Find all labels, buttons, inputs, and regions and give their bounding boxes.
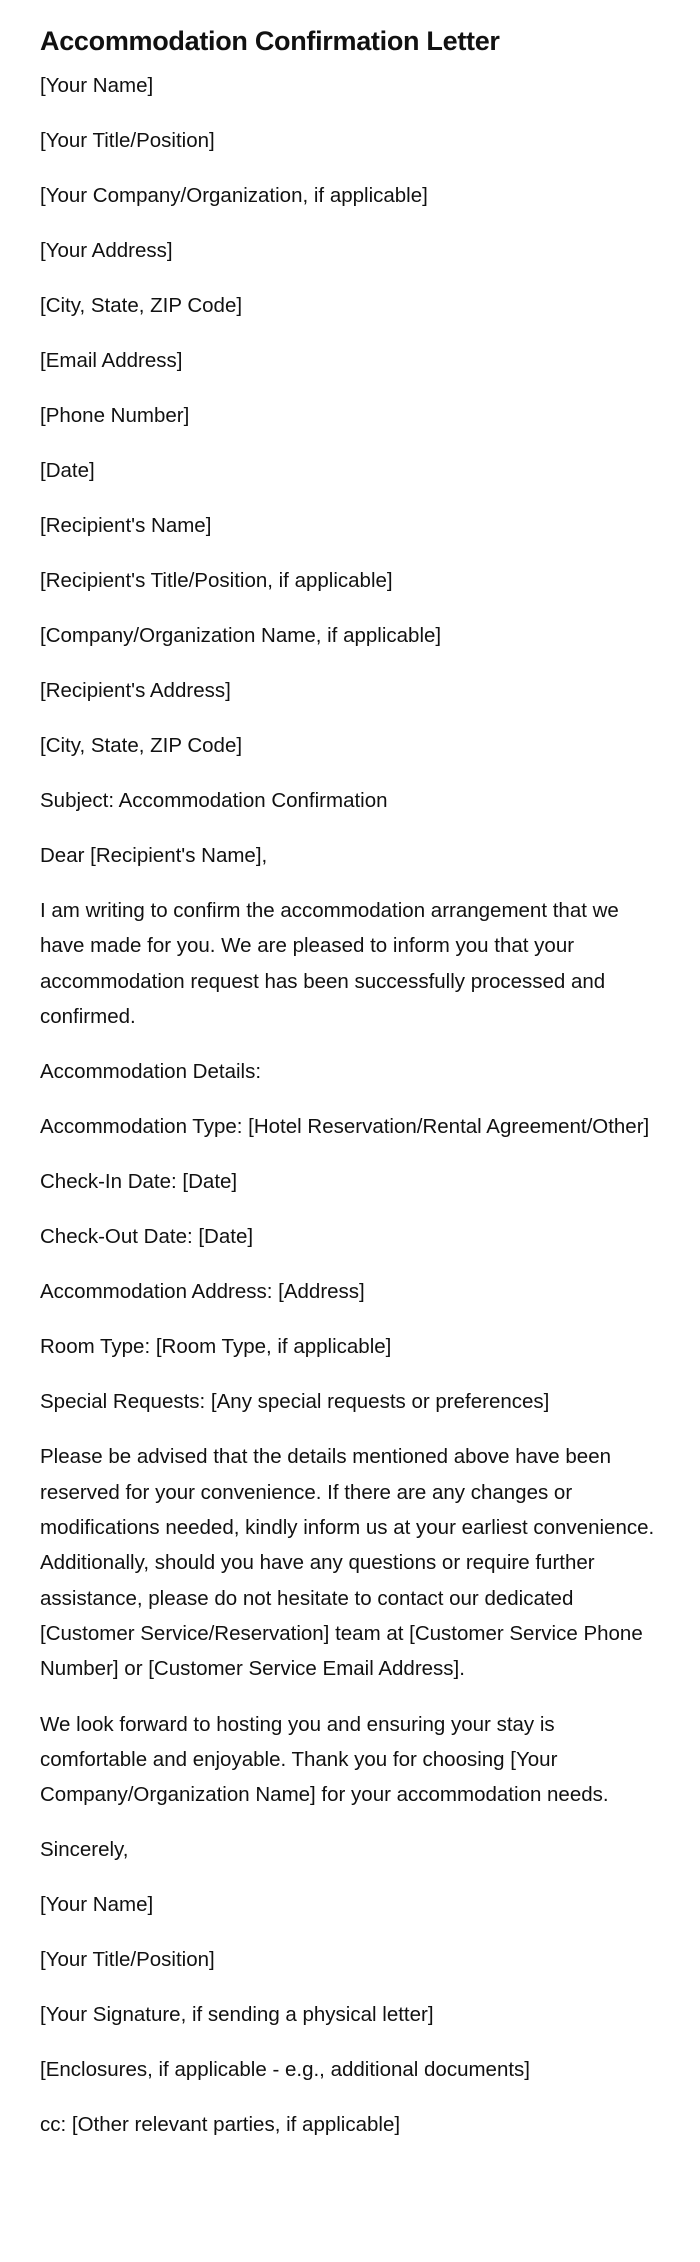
detail-special-requests: Special Requests: [Any special requests or preferences] — [40, 1390, 550, 1414]
sender-address: [Your Address] — [40, 239, 173, 262]
detail-address: Accommodation Address: [Address] — [40, 1280, 365, 1304]
salutation: Dear [Recipient's Name], — [40, 844, 268, 867]
cc-line: cc: [Other relevant parties, if applicable] — [40, 2113, 401, 2137]
detail-room-type: Room Type: [Room Type, if applicable] — [40, 1335, 392, 1359]
signature-block — [40, 1887, 660, 2142]
accommodation-details — [40, 1054, 660, 1419]
advisory-paragraph: Please be advised that the details mentioned above have been reserved for your convenience. If there are any changes or modifications needed, kindly inform us at your earliest convenience. Additionally, should you have any questions or require further assistance, please do not hesitate to contact our dedicated [Customer Service/Reservation] team at [Customer Service Phone Number] or [Customer Service Email Address]. — [40, 1445, 655, 1681]
sender-name: [Your Name] — [40, 74, 154, 97]
enclosures-line: [Enclosures, if applicable - e.g., additional documents] — [40, 2058, 530, 2082]
sender-email: [Email Address] — [40, 349, 183, 372]
details-heading: Accommodation Details: — [40, 1060, 262, 1084]
recipient-address: [Recipient's Address] — [40, 679, 231, 702]
recipient-name: [Recipient's Name] — [40, 514, 212, 537]
letter-date: [Date] — [40, 459, 95, 482]
sender-block — [40, 68, 660, 433]
signature-name: [Your Name] — [40, 1893, 154, 1917]
signature-note: [Your Signature, if sending a physical letter] — [40, 2003, 434, 2027]
document-title: Accommodation Confirmation Letter — [40, 26, 500, 56]
sender-title: [Your Title/Position] — [40, 129, 215, 152]
sender-phone: [Phone Number] — [40, 404, 190, 427]
detail-type: Accommodation Type: [Hotel Reservation/Rental Agreement/Other] — [40, 1115, 650, 1139]
recipient-title: [Recipient's Title/Position, if applicable] — [40, 569, 393, 592]
recipient-company: [Company/Organization Name, if applicable] — [40, 624, 442, 647]
sender-company: [Your Company/Organization, if applicable] — [40, 184, 428, 207]
detail-check-out: Check-Out Date: [Date] — [40, 1225, 254, 1249]
sender-city: [City, State, ZIP Code] — [40, 294, 243, 317]
signature-title: [Your Title/Position] — [40, 1948, 215, 1972]
closing-paragraph: We look forward to hosting you and ensuring your stay is comfortable and enjoyable. Thank you for choosing [Your Company/Organization Name] for your accommodation needs. — [40, 1712, 609, 1807]
subject-line: Subject: Accommodation Confirmation — [40, 789, 388, 812]
intro-paragraph: I am writing to confirm the accommodation arrangement that we have made for you. We are pleased to inform you that your accommodation request has been successfully processed and confirmed. — [40, 899, 619, 1028]
signoff: Sincerely, — [40, 1838, 129, 1862]
detail-check-in: Check-In Date: [Date] — [40, 1170, 238, 1194]
recipient-block — [40, 508, 660, 763]
recipient-city: [City, State, ZIP Code] — [40, 734, 243, 757]
